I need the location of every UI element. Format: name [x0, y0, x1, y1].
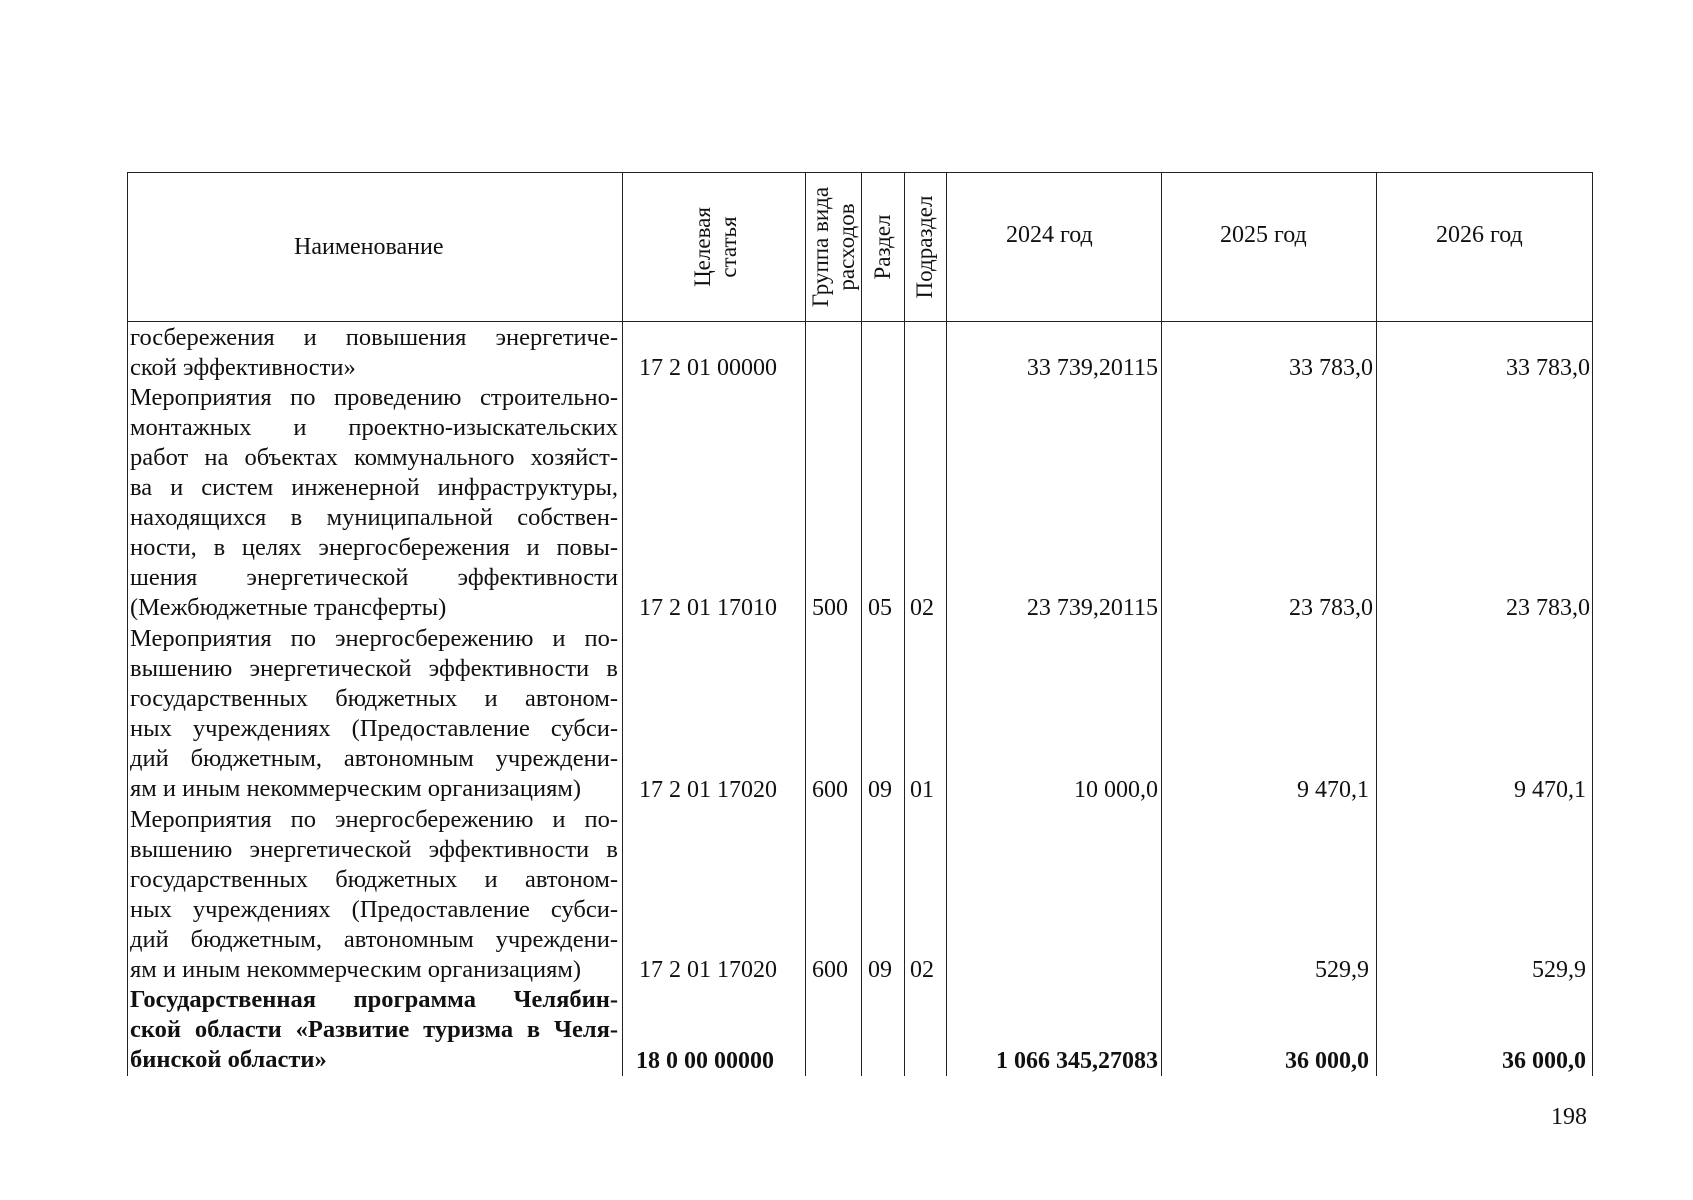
- row-2024: 10 000,0: [1074, 777, 1158, 803]
- col-divider: [805, 172, 806, 1076]
- row-2026: 9 470,1: [1514, 777, 1586, 803]
- col-divider: [861, 172, 862, 1076]
- row-group: 600: [812, 777, 848, 803]
- row-group: 500: [812, 595, 848, 621]
- row-code: 18 0 00 00000: [636, 1048, 774, 1074]
- header-year-2025: 2025 год: [1220, 222, 1307, 248]
- header-name: Наименование: [294, 234, 444, 260]
- row-2025: 529,9: [1315, 957, 1369, 983]
- row-2026: 529,9: [1532, 957, 1586, 983]
- row-section: 09: [868, 957, 892, 983]
- row-2025: 9 470,1: [1297, 777, 1369, 803]
- page-number: 198: [1551, 1104, 1587, 1130]
- row-section: 05: [868, 595, 892, 621]
- row-group: 600: [812, 957, 848, 983]
- col-divider: [127, 172, 128, 1076]
- row-2025: 33 783,0: [1289, 355, 1373, 381]
- row-name: Мероприятия по энергосбережению и по- вышению энергетической эффективности в государственных бюджетных и автоном- ных учреждениях (Предоставление субси- дий бюджетным, автономным учреждени- ям и иным некоммерческим организациям): [130, 625, 618, 802]
- row-2026: 23 783,0: [1506, 595, 1590, 621]
- row-code: 17 2 01 17020: [639, 957, 777, 983]
- row-2024: 33 739,20115: [1026, 355, 1158, 381]
- header-year-2024: 2024 год: [1006, 222, 1093, 248]
- header-target-item: Целевая статья: [690, 207, 741, 287]
- row-subsection: 01: [910, 777, 934, 803]
- row-code: 17 2 01 17020: [639, 777, 777, 803]
- row-code: 17 2 01 00000: [639, 355, 777, 381]
- header-expense-group: Группа вида расходов: [808, 186, 859, 308]
- row-name: госбережения и повышения энергетиче- ской эффективности»: [130, 324, 618, 381]
- row-code: 17 2 01 17010: [639, 595, 777, 621]
- col-divider: [622, 172, 623, 1076]
- header-section: Раздел: [870, 214, 895, 280]
- col-divider: [904, 172, 905, 1076]
- col-divider: [1376, 172, 1377, 1076]
- row-2024: 1 066 345,27083: [996, 1048, 1158, 1074]
- col-divider: [1161, 172, 1162, 1076]
- row-2026: 33 783,0: [1506, 355, 1590, 381]
- col-divider: [946, 172, 947, 1076]
- header-subsection: Подраздел: [912, 195, 937, 299]
- row-2026: 36 000,0: [1502, 1048, 1586, 1074]
- row-section: 09: [868, 777, 892, 803]
- row-subsection: 02: [910, 957, 934, 983]
- row-name: Мероприятия по проведению строительно- монтажных и проектно-изыскательских работ на объектах коммунального хозяйст- ва и систем инженерной инфраструктуры, находящихся в муниципальной собствен- ности, в целях энергосбережения и повы- шения энергетической эффективности (Межбюджетные трансферты): [130, 384, 618, 621]
- row-2024: 23 739,20115: [1026, 595, 1158, 621]
- row-2025: 23 783,0: [1289, 595, 1373, 621]
- row-name: Мероприятия по энергосбережению и по- вышению энергетической эффективности в государственных бюджетных и автоном- ных учреждениях (Предоставление субси- дий бюджетным, автономным учреждени- ям и иным некоммерческим организациям): [130, 806, 618, 983]
- header-year-2026: 2026 год: [1436, 222, 1523, 248]
- row-name: Государственная программа Челябин- ской области «Развитие туризма в Челя- бинской области»: [130, 986, 618, 1073]
- row-2025: 36 000,0: [1285, 1048, 1369, 1074]
- row-subsection: 02: [910, 595, 934, 621]
- col-divider: [1592, 172, 1593, 1076]
